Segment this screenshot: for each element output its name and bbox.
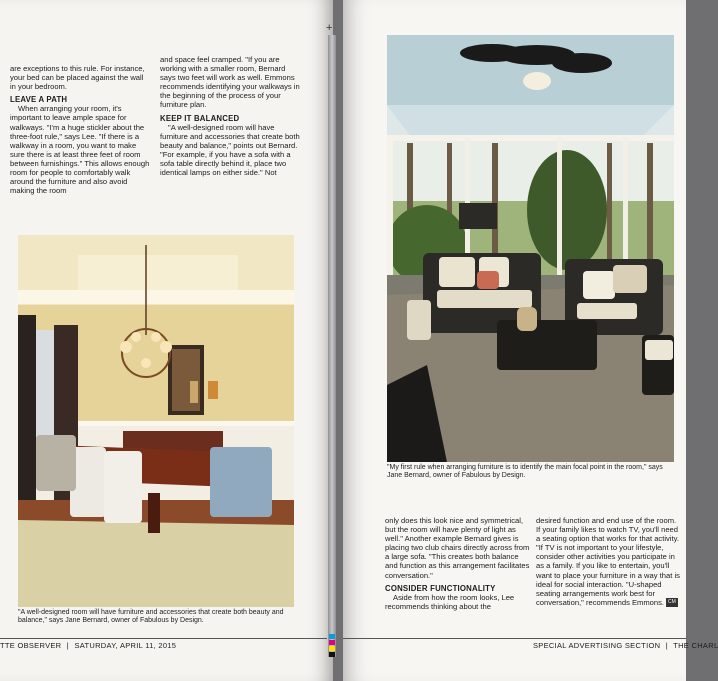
dining-room-photo	[18, 235, 294, 607]
left-footer-publication: TTE OBSERVER	[0, 641, 62, 650]
left-col2-body: "A well-designed room will have furniture and accessories that create both beauty and balance," points out Bernard. "For example, if you have a sofa with a sofa table directly behind it, place two identical lamps on either side." Not	[160, 122, 300, 178]
right-footer-rule	[343, 638, 686, 639]
right-footer-section: SPECIAL ADVERTISING SECTION	[533, 641, 661, 650]
left-footer	[0, 641, 176, 650]
right-col2-body	[536, 516, 681, 607]
page-gutter	[328, 35, 336, 657]
right-column-1	[385, 516, 531, 611]
left-col1-body: When arranging your room, it's important to leave ample space for walkways. "I'm a huge stickler about the three-foot rule," says Lee. "If there is a walkway in a room, you want to make sure there is at least three feet of room between furnishings." This allows enough room for people to comfortably walk around the furniture and also avoid making the room	[10, 104, 150, 196]
left-footer-rule	[0, 638, 327, 639]
left-footer-date: SATURDAY, APRIL 11, 2015	[74, 641, 177, 650]
right-col1-body: only does this look nice and symmetrical, but the room will have plenty of light as well." Another example Bernard gives is placing two club chairs directly across from a large sofa. "This creates both balance and function as this arrangement facilitates conversation."	[385, 516, 530, 580]
left-col1-intro: are exceptions to this rule. For instance, your bed can be placed against the wall in your bedroom.	[10, 64, 145, 92]
left-page	[0, 0, 333, 681]
porch-photo	[387, 35, 674, 462]
right-footer-separator: |	[665, 641, 668, 650]
right-col2-text: desired function and end use of the room. If your family likes to watch TV, you'll need a seating option that works for that activity. "If TV is not important to your lifestyle, consider other activities you participate in as a family. If you like to entertain, you'll want to place your furniture in a way that is ideal for social interaction. "U-shaped seating arrangements work best for conversation," recommends Emmons.	[536, 516, 680, 607]
end-mark: CM	[666, 598, 678, 607]
left-col2-intro: and space feel cramped. "If you are working with a smaller room, Bernard says two feet will work as well. Emmons recommends identifying your walkways in the beginning of the process of your furniture plan.	[160, 55, 300, 110]
porch-illustration	[387, 35, 674, 462]
right-col1-heading: CONSIDER FUNCTIONALITY	[385, 583, 496, 593]
gutter-crop-mark: +	[326, 22, 333, 34]
left-col2-heading: KEEP IT BALANCED	[160, 113, 240, 123]
registration-color-marks	[329, 634, 335, 658]
right-footer	[533, 641, 718, 650]
right-col1-body2: Aside from how the room looks, Lee recommends thinking about the	[385, 592, 515, 611]
right-column-2	[536, 516, 681, 607]
right-photo-caption: "My first rule when arranging furniture is to identify the main focal point in the room," says Jane Bernard, owner of Fabulous by Design.	[387, 464, 663, 479]
dining-room-illustration	[18, 235, 294, 607]
left-footer-separator: |	[66, 641, 70, 650]
left-col1-heading: LEAVE A PATH	[10, 95, 68, 105]
right-page	[343, 0, 718, 681]
left-column-2	[160, 55, 300, 177]
left-photo-caption: "A well-designed room will have furniture and accessories that create both beauty and balance," says Jane Bernard, owner of Fabulous by Design.	[18, 609, 284, 624]
left-column-1	[10, 64, 150, 195]
right-footer-publication: THE CHARL	[673, 641, 718, 650]
